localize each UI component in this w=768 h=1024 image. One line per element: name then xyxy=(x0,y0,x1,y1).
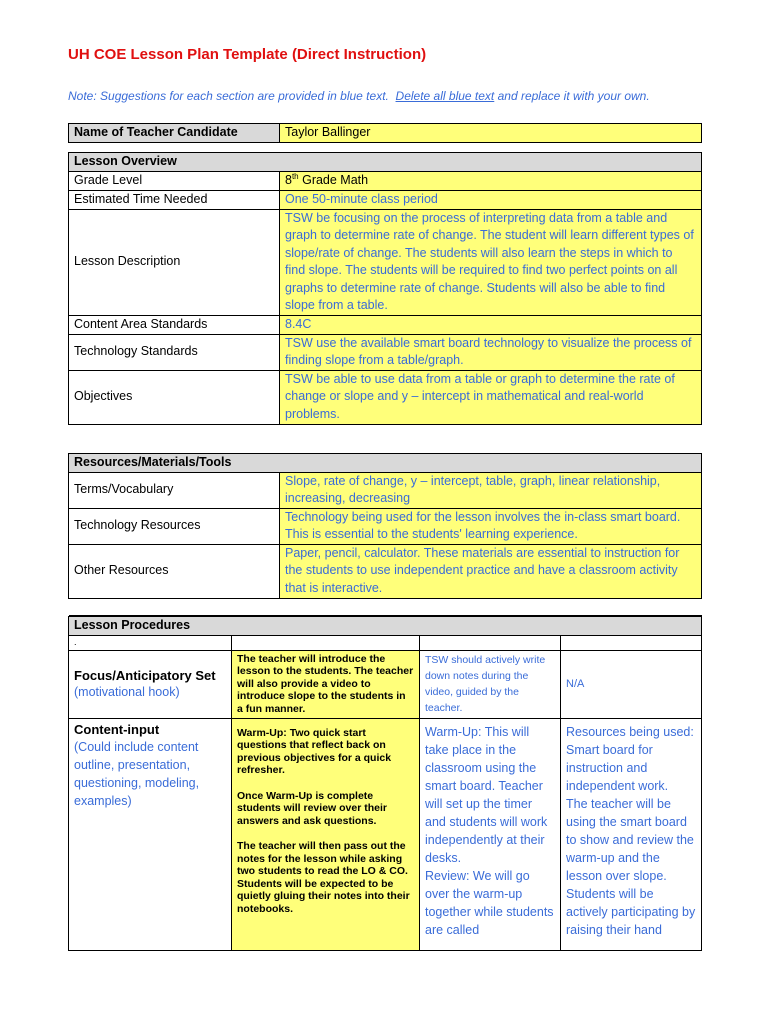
content-teacher-p2: Once Warm-Up is complete students will review over their answers and ask questions. xyxy=(237,789,387,827)
objectives-label: Objectives xyxy=(69,370,280,424)
other-resources-value[interactable]: Paper, pencil, calculator. These materials are essential to instruction for the students to use independent practice and have a classroom activity that is interactive. xyxy=(280,544,702,598)
objectives-value[interactable]: TSW be able to use data from a table or graph to determine the rate of change or slope and y – intercept in mathematical and real-world problems. xyxy=(280,370,702,424)
content-student-p1: Warm-Up: This will take place in the classroom using the smart board. Teacher will set up the timer and students will work independently at their desks. xyxy=(425,724,548,865)
content-student-cell[interactable] xyxy=(420,718,561,950)
focus-na-text: N/A xyxy=(566,678,585,690)
focus-teacher-cell[interactable] xyxy=(232,650,420,718)
content-teacher-p3: The teacher will then pass out the notes for the lesson while asking two students to read the LO & CO. Students will be expected to be quietly gluing their notes into their notebooks. xyxy=(237,840,410,915)
content-resources-cell[interactable] xyxy=(561,718,702,950)
content-input-label: Content-input xyxy=(74,721,160,737)
lesson-description-label: Lesson Description xyxy=(69,209,280,315)
time-needed-label: Estimated Time Needed xyxy=(69,190,280,209)
technology-resources-label: Technology Resources xyxy=(69,508,280,544)
time-needed-value[interactable]: One 50-minute class period xyxy=(280,190,702,209)
procedures-dot-cell: . xyxy=(69,635,232,650)
focus-student-cell[interactable] xyxy=(420,650,561,718)
teacher-name-value[interactable]: Taylor Ballinger xyxy=(280,124,702,143)
content-input-label-cell xyxy=(69,718,232,950)
content-student-p2: Review: We will go over the warm-up together while students are called xyxy=(425,868,554,937)
document-title: UH COE Lesson Plan Template (Direct Instruction) xyxy=(68,46,427,63)
technology-standards-value[interactable]: TSW use the available smart board technology to visualize the process of finding slope from a table/graph. xyxy=(280,334,702,370)
grade-number: 8 xyxy=(285,172,292,187)
focus-student-text: TSW should actively write down notes during the video, guided by the teacher. xyxy=(425,654,546,714)
content-teacher-cell[interactable] xyxy=(232,718,420,950)
note-text-2: and replace it with your own. xyxy=(497,89,650,103)
technology-resources-value[interactable]: Technology being used for the lesson involves the in-class smart board. This is essential to the students' learning experience. xyxy=(280,508,702,544)
content-standards-label: Content Area Standards xyxy=(69,315,280,334)
spacer-row xyxy=(69,598,702,615)
content-standards-value[interactable]: 8.4C xyxy=(280,315,702,334)
content-input-sub: (Could include content outline, presentation, questioning, modeling, examples) xyxy=(74,740,200,808)
procedures-heading: Lesson Procedures xyxy=(69,617,702,636)
grade-subject: Grade Math xyxy=(298,172,369,187)
focus-set-label: Focus/Anticipatory Set xyxy=(74,667,216,683)
lesson-overview-heading: Lesson Overview xyxy=(69,153,702,172)
grade-suffix: th xyxy=(291,171,299,181)
content-resources-p2: The teacher will be using the smart board to show and review the warm-up and the lesson over slope. Students will be actively participating by raising their hand xyxy=(566,796,696,937)
resources-table xyxy=(68,453,702,616)
focus-set-label-cell xyxy=(69,650,232,718)
note-text-1: Note: Suggestions for each section are provided in blue text. xyxy=(68,89,389,103)
grade-level-label: Grade Level xyxy=(69,171,280,190)
lesson-description-value[interactable]: TSW be focusing on the process of interpreting data from a table and graph to determine rate of change. The student will learn different types of slope/rate of change. The students will also learn the steps in which to find slope. The students will be required to find two perfect points on all graphs to determine rate of change. Students will also be able to find slope from a table. xyxy=(280,209,702,315)
content-teacher-p1: Warm-Up: Two quick start questions that reflect back on previous objectives for a quick refresher. xyxy=(237,726,392,776)
overview-table xyxy=(68,123,702,425)
content-resources-p1: Resources being used: Smart board for instruction and independent work. xyxy=(566,724,694,793)
procedures-empty-cell xyxy=(561,635,702,650)
procedures-empty-cell xyxy=(420,635,561,650)
grade-level-value[interactable] xyxy=(280,171,702,190)
spacer-row xyxy=(69,143,702,153)
note-link-delete-blue[interactable]: Delete all blue text xyxy=(395,89,495,103)
focus-teacher-text: The teacher will introduce the lesson to the students. The teacher will also provide a video to introduce slope to the students in a fun manner. xyxy=(237,652,414,715)
focus-resources-cell[interactable] xyxy=(561,650,702,718)
resources-heading: Resources/Materials/Tools xyxy=(69,454,702,473)
teacher-name-label: Name of Teacher Candidate xyxy=(69,124,280,143)
technology-standards-label: Technology Standards xyxy=(69,334,280,370)
instruction-note xyxy=(68,89,650,103)
procedures-table xyxy=(68,616,702,951)
focus-set-sub: (motivational hook) xyxy=(74,685,180,699)
terms-vocabulary-label: Terms/Vocabulary xyxy=(69,472,280,508)
terms-vocabulary-value[interactable]: Slope, rate of change, y – intercept, table, graph, linear relationship, increasing, decreasing xyxy=(280,472,702,508)
procedures-empty-cell xyxy=(232,635,420,650)
other-resources-label: Other Resources xyxy=(69,544,280,598)
